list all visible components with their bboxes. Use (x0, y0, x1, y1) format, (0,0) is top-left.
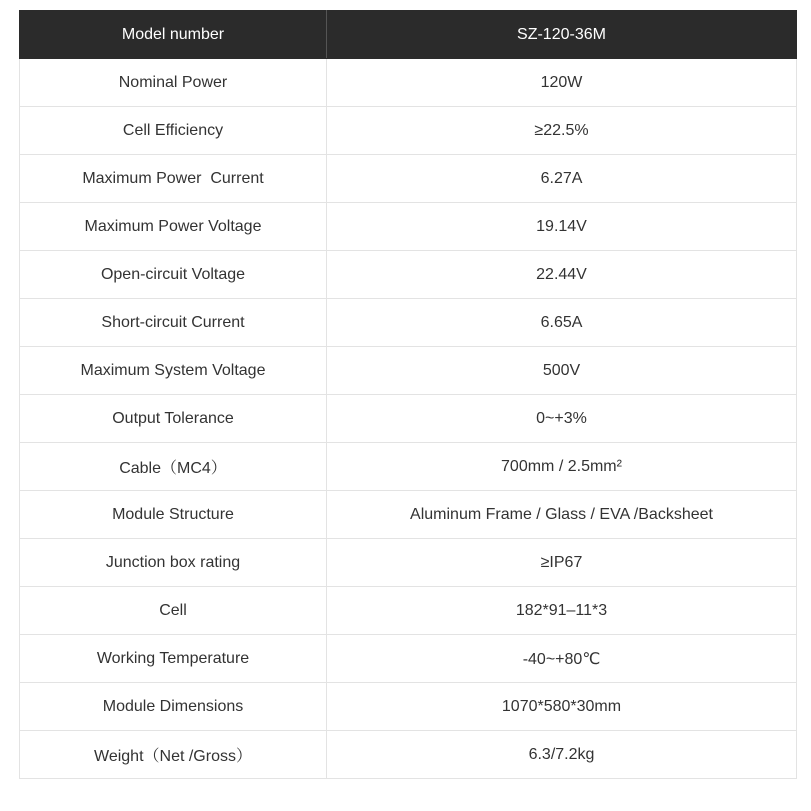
row-value: 182*91–11*3 (327, 587, 797, 635)
row-value: 22.44V (327, 251, 797, 299)
row-label: Output Tolerance (20, 395, 327, 443)
row-value: 19.14V (327, 203, 797, 251)
table-row (20, 59, 797, 107)
table-row (20, 107, 797, 155)
table-row (20, 491, 797, 539)
row-value: 1070*580*30mm (327, 683, 797, 731)
row-label: Maximum System Voltage (20, 347, 327, 395)
row-value: 500V (327, 347, 797, 395)
row-label: Cell (20, 587, 327, 635)
table-row (20, 731, 797, 779)
spec-table (19, 10, 797, 779)
table-row (20, 155, 797, 203)
row-value: 0~+3% (327, 395, 797, 443)
row-value: ≥IP67 (327, 539, 797, 587)
header-value-cell: SZ-120-36M (327, 11, 797, 59)
row-value: 6.65A (327, 299, 797, 347)
row-label: Maximum Power Current (20, 155, 327, 203)
table-row (20, 539, 797, 587)
row-value: 120W (327, 59, 797, 107)
row-label: Cell Efficiency (20, 107, 327, 155)
spec-table-body (20, 59, 797, 779)
row-label: Weight（Net /Gross） (20, 731, 327, 779)
row-value: 6.27A (327, 155, 797, 203)
table-row (20, 443, 797, 491)
row-label: Junction box rating (20, 539, 327, 587)
table-row (20, 203, 797, 251)
spec-table-header (20, 11, 797, 59)
header-row (20, 11, 797, 59)
table-row (20, 395, 797, 443)
row-value: 6.3/7.2kg (327, 731, 797, 779)
table-row (20, 251, 797, 299)
row-label: Module Structure (20, 491, 327, 539)
row-label: Short-circuit Current (20, 299, 327, 347)
row-label: Module Dimensions (20, 683, 327, 731)
table-row (20, 683, 797, 731)
row-label: Cable（MC4） (20, 443, 327, 491)
table-row (20, 587, 797, 635)
row-value: 700mm / 2.5mm² (327, 443, 797, 491)
table-row (20, 299, 797, 347)
row-value: -40~+80℃ (327, 635, 797, 683)
row-label: Nominal Power (20, 59, 327, 107)
row-label: Maximum Power Voltage (20, 203, 327, 251)
table-row (20, 635, 797, 683)
row-value: ≥22.5% (327, 107, 797, 155)
row-label: Working Temperature (20, 635, 327, 683)
row-value: Aluminum Frame / Glass / EVA /Backsheet (327, 491, 797, 539)
row-label: Open-circuit Voltage (20, 251, 327, 299)
table-row (20, 347, 797, 395)
header-label-cell: Model number (20, 11, 327, 59)
